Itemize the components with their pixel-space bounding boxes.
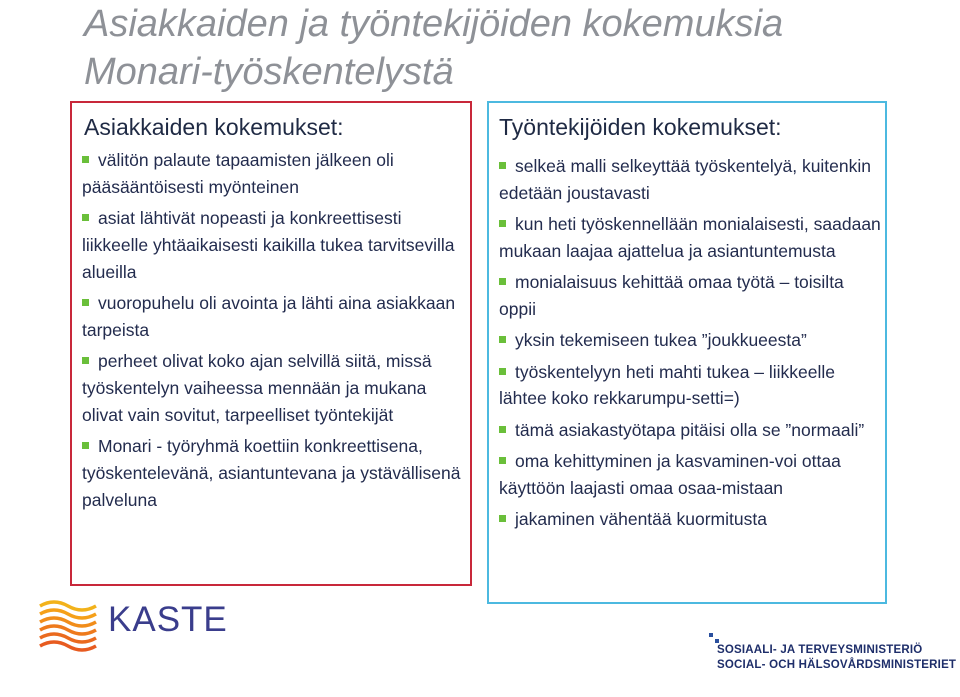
bullet-square-icon (82, 156, 89, 163)
customer-experiences-heading: Asiakkaiden kokemukset: (84, 114, 344, 140)
kaste-logo (36, 598, 228, 658)
list-item: kun heti työskennellään monialaisesti, saadaan mukaan laajaa ajattelua ja asiantuntemusta (499, 214, 881, 261)
list-item: Monari - työryhmä koettiin konkreettisena, työskentelevänä, asiantuntevana ja ystävällisenä palveluna (82, 436, 461, 510)
list-item: asiat lähtivät nopeasti ja konkreettisesti liikkeelle yhtäaikaisesti kaikilla tukea tarvitsevilla alueilla (82, 208, 455, 282)
ministry-logo (709, 633, 957, 673)
list-item: vuoropuhelu oli avointa ja lähti aina asiakkaan tarpeista (82, 293, 456, 340)
bullet-square-icon (82, 357, 89, 364)
employee-experiences-heading: Työntekijöiden kokemukset: (499, 114, 782, 140)
employee-experiences-panel (487, 101, 887, 604)
customer-experiences-list (82, 147, 467, 518)
bullet-square-icon (499, 220, 506, 227)
list-item: työskentelyyn heti mahti tukea – liikkeelle lähtee koko rekkarumpu-setti=) (499, 361, 836, 408)
kaste-wordmark: KASTE (108, 600, 228, 639)
list-item: monialaisuus kehittää omaa työtä – toisilta oppii (499, 272, 844, 319)
customer-experiences-panel (70, 101, 472, 586)
ministry-name-fi: SOSIAALI- JA TERVEYSMINISTERIÖ (717, 644, 923, 656)
slide-title (84, 0, 944, 96)
employee-experiences-list (499, 153, 885, 538)
slide-title-line2: Monari-työskentelystä (84, 51, 454, 93)
bullet-square-icon (499, 515, 506, 522)
bullet-square-icon (499, 336, 506, 343)
list-item: jakaminen vähentää kuormitusta (499, 506, 885, 533)
bullet-square-icon (499, 162, 506, 169)
bullet-square-icon (82, 299, 89, 306)
ministry-name-sv: SOCIAL- OCH HÄLSOVÅRDSMINISTERIET (717, 659, 957, 671)
bullet-square-icon (499, 278, 506, 285)
bullet-square-icon (82, 214, 89, 221)
ministry-dot-icon (709, 633, 713, 637)
bullet-square-icon (499, 457, 506, 464)
list-item: yksin tekemiseen tukea ”joukkueesta” (499, 327, 885, 354)
bullet-square-icon (499, 368, 506, 375)
bullet-square-icon (82, 442, 89, 449)
list-item: oma kehittyminen ja kasvaminen-voi ottaa käyttöön laajasti omaa osaa-mistaan (499, 451, 841, 498)
slide-title-line1: Asiakkaiden ja työntekijöiden kokemuksia (84, 3, 784, 45)
bullet-square-icon (499, 426, 506, 433)
kaste-wave-icon (36, 598, 98, 656)
list-item: selkeä malli selkeyttää työskentelyä, kuitenkin edetään joustavasti (499, 156, 872, 203)
list-item: tämä asiakastyötapa pitäisi olla se ”normaali” (499, 417, 885, 444)
list-item: välitön palaute tapaamisten jälkeen oli pääsääntöisesti myönteinen (82, 150, 394, 197)
list-item: perheet olivat koko ajan selvillä siitä, missä työskentelyn vaiheessa mennään ja mukana olivat vain sovitut, tarpeelliset työntekijät (82, 351, 432, 425)
